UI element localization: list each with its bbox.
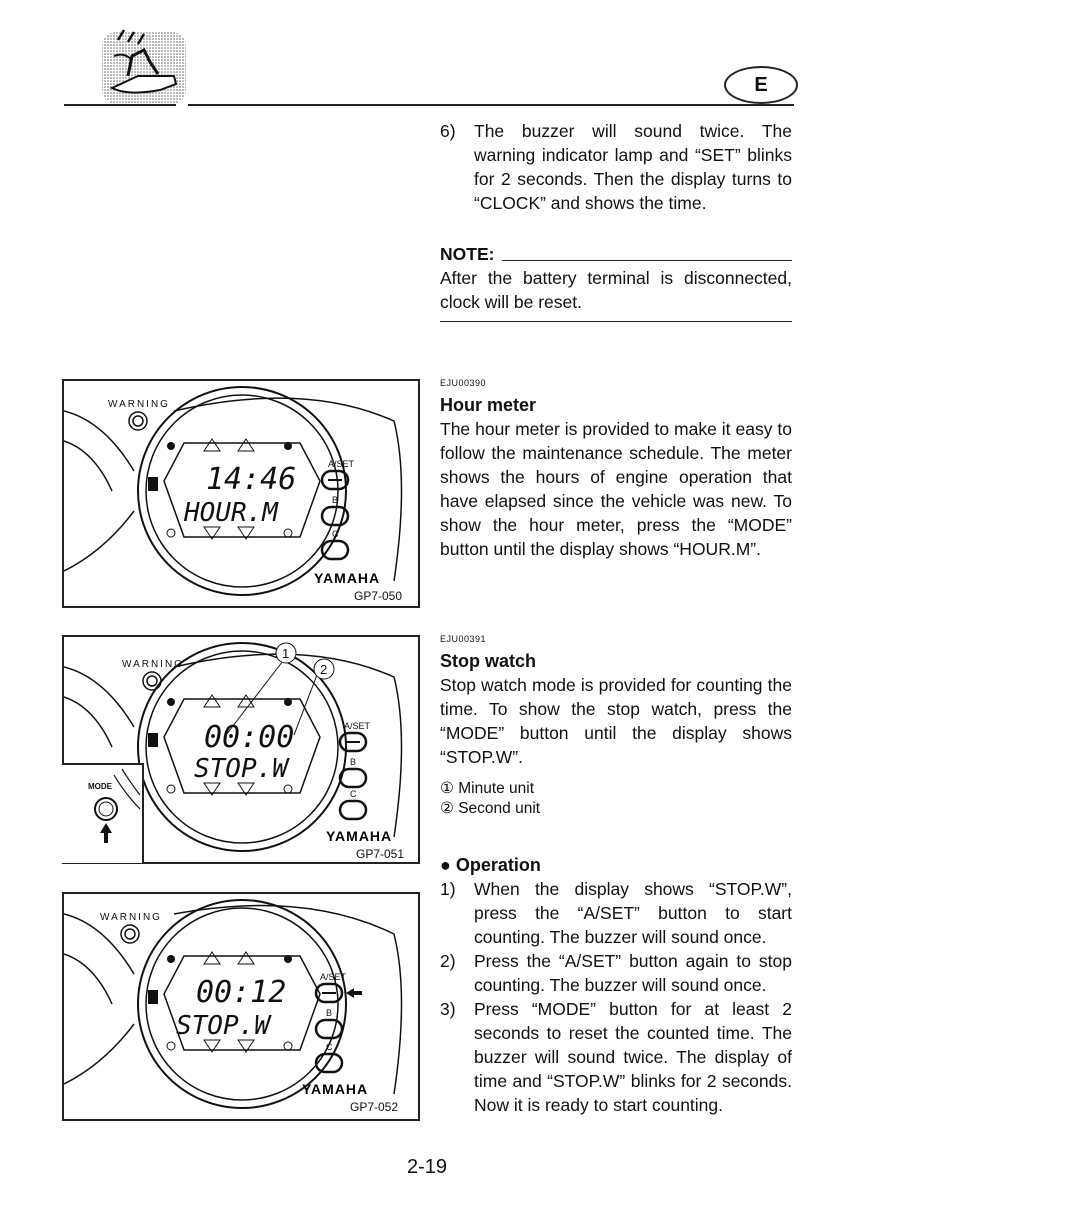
c-button[interactable] [340,801,366,819]
up-arrow-icon [204,695,254,707]
callout-label: Minute unit [458,780,535,797]
callout-label: Second unit [458,800,541,817]
operation-step-text: When the display shows “STOP.W”, press the “A/SET” button to start counting. The buzzer will sound once. [474,879,792,947]
callout-mark: ① [440,780,454,797]
fuel-icon [148,990,158,1004]
indicator-dot [167,442,175,450]
b-label: B [350,757,357,767]
lcd-line-1: 14:46 [206,462,297,497]
stop-watch-section [440,633,792,819]
figure-code: GP7-051 [356,847,405,861]
hour-meter-code: EJU00390 [440,378,487,388]
indicator-dot [167,785,175,793]
c-label: C [350,789,357,799]
language-badge [724,66,798,104]
operation-step [440,877,792,949]
callout-item [440,799,792,819]
indicator-dot [167,529,175,537]
step-6-item [440,119,792,215]
operation-step-number: 3) [440,999,456,1019]
step-6-text: The buzzer will sound twice. The warning indicator lamp and “SET” blinks for 2 seconds. Then the display turns to “CLOCK” and shows the time. [474,121,792,213]
hour-meter-body: The hour meter is provided to make it easy to follow the maintenance schedule. The meter shows the hours of engine operation that have elapsed since the vehicle was new. To show the hour meter, press the “MODE” button until the display shows “HOUR.M”. [440,419,792,559]
stop-watch-title: Stop watch [440,651,537,671]
lcd-line-2: STOP.W [176,1011,270,1041]
c-label: C [332,529,339,539]
step-6 [440,119,792,215]
stop-watch-callouts [440,779,792,819]
mode-label: MODE [88,782,112,791]
hour-meter-title: Hour meter [440,395,537,415]
warning-label: WARNING [108,399,170,410]
operation-section [440,853,792,1117]
lcd-line-1: 00:12 [196,975,287,1010]
callout-item [440,779,792,799]
yamaha-logo: YAMAHA [326,828,393,844]
operation-step-text: Press “MODE” button for at least 2 seconds to reset the counted time. The buzzer will sound twice. The display of time and “STOP.W” blinks for 2 seconds. Now it is ready to start counting. [474,999,792,1115]
operation-title: ● Operation [440,855,541,875]
indicator-dot [284,698,292,706]
language-badge-text: E [754,73,768,96]
warning-lamp-inner [133,416,143,426]
callout-marker-1-text: 1 [282,646,290,661]
operation-step-number: 2) [440,951,456,971]
indicator-dot [167,955,175,963]
warning-lamp [143,672,161,690]
header-jetski-logo [98,26,190,108]
warning-lamp [121,925,139,943]
warning-lamp [129,412,147,430]
figure-stop-watch-running [62,892,420,1121]
step-6-number: 6) [440,121,456,141]
indicator-dot [284,442,292,450]
stop-watch-code: EJU00391 [440,634,487,644]
indicator-dot [167,698,175,706]
operation-step [440,997,792,1117]
b-button[interactable] [340,769,366,787]
stop-watch-body: Stop watch mode is provided for counting the time. To show the stop watch, press the “MODE” button until the display shows “STOP.W”. [440,675,792,767]
figure-hour-meter [62,379,420,608]
lcd-line-2: HOUR.M [184,498,278,528]
callout-mark: ② [440,800,454,817]
c-button[interactable] [322,541,348,559]
aset-label: A/SET [320,972,347,982]
dashboard-curve [114,769,140,809]
warning-lamp-inner [125,929,135,939]
mode-button-inset [62,763,144,863]
b-button[interactable] [316,1020,342,1038]
note-heading [440,242,792,266]
mode-button-inner [99,802,113,816]
c-label: C [326,1042,333,1052]
operation-step-number: 1) [440,879,456,899]
warning-label: WARNING [122,659,184,670]
c-button[interactable] [316,1054,342,1072]
dashboard-curve [64,411,134,571]
fuel-icon [148,733,158,747]
fuel-icon [148,477,158,491]
yamaha-logo: YAMAHA [302,1081,369,1097]
aset-label: A/SET [344,721,371,731]
figure-code: GP7-050 [354,589,403,603]
up-arrow-icon [204,952,254,964]
aset-label: A/SET [328,459,355,469]
indicator-dot [284,529,292,537]
note-label: NOTE: [440,244,495,264]
indicator-dot [167,1042,175,1050]
b-label: B [326,1008,333,1018]
up-arrow-icon [100,823,112,843]
dashboard-curve [64,667,134,747]
figure-code: GP7-052 [350,1100,399,1114]
operation-step-text: Press the “A/SET” button again to stop counting. The buzzer will sound once. [474,951,792,995]
header-rule-left [64,104,176,106]
note-bottom-rule [440,321,792,322]
header-rule-right [188,104,794,106]
up-arrow-icon [204,439,254,451]
warning-lamp-inner [147,676,157,686]
note-heading-line [502,260,792,261]
operation-step [440,949,792,997]
warning-label: WARNING [100,912,162,923]
note-text: After the battery terminal is disconnected, clock will be reset. [440,268,792,312]
b-label: B [332,495,339,505]
note-block [440,242,792,322]
lcd-line-1: 00:00 [204,720,295,755]
page-number: 2-19 [407,1156,448,1178]
press-arrow-icon [346,988,362,998]
yamaha-logo: YAMAHA [314,570,381,586]
lcd-line-2: STOP.W [194,754,288,784]
callout-marker-2-text: 2 [320,662,328,677]
indicator-dot [284,955,292,963]
indicator-dot [284,1042,292,1050]
hour-meter-section [440,377,792,561]
indicator-dot [284,785,292,793]
mode-button[interactable] [95,798,117,820]
